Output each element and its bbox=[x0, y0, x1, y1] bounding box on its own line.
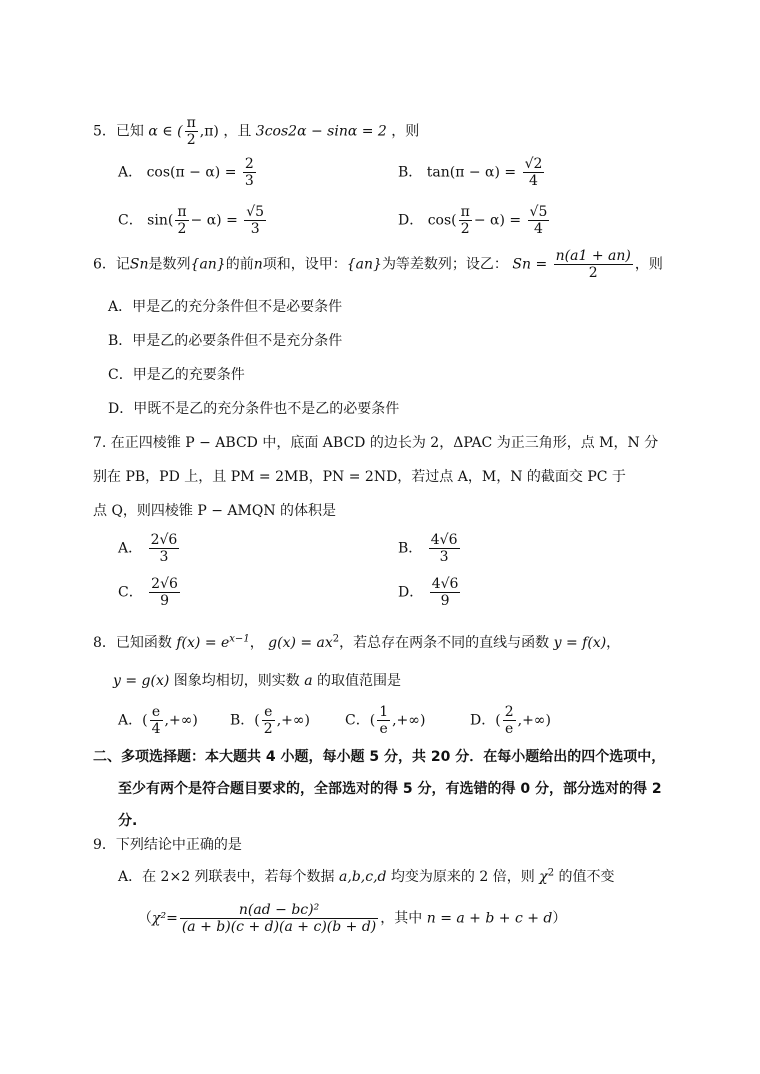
q8-c-fraction: $\frac{1}{e}$ bbox=[379, 704, 389, 738]
q7-line-1: 7. 在正四棱锥 P − ABCD 中，底面 ABCD 的边长为 2，ΔPAC 为正三角形，点 M，N 分 bbox=[93, 435, 659, 451]
q6-sum-fraction: $\frac{n(a1 + an)}{2}$ bbox=[555, 248, 631, 282]
q7-option-d: D． $\frac{4√6}{9}$ bbox=[398, 576, 459, 610]
q5-a-fraction: $\frac{2}{3}$ bbox=[244, 156, 254, 190]
q9-stem: 9．下列结论中正确的是 bbox=[93, 837, 242, 853]
q9-option-a: A．在 2×2 列联表中，若每个数据 a,b,c,d 均变为原来的 2 倍，则 $\chi^2$ 的值不变 bbox=[118, 867, 615, 885]
q7-c-fraction: $\frac{2√6}{9}$ bbox=[151, 576, 178, 610]
section2-line-2: 至少有两个是符合题目要求的，全部选对的得 5 分，有选错的得 0 分，部分选对的得 2 bbox=[118, 781, 662, 797]
q5-alpha-range-pre: α ∈ ( bbox=[148, 123, 183, 140]
section2-line-3: 分. bbox=[118, 813, 138, 829]
q8-b-fraction: $\frac{e}{2}$ bbox=[263, 704, 273, 738]
q5-c-fraction: $\frac{√5}{3}$ bbox=[246, 204, 265, 238]
q9-chi-formula: （χ²= $\frac{\text{n(ad − bc)²}}{(a + b)(c + d)(a + c)(b + d)}$ ，其中 n = a + b + c + d） bbox=[138, 902, 567, 936]
q7-option-c: C． $\frac{2√6}{9}$ bbox=[118, 576, 178, 610]
q5-option-c: C． sin( $\frac{\pi}{2}$ − α) = $\frac{√5}{3}$ bbox=[118, 204, 265, 238]
q5-stem: 5．已知 α ∈ ( $\frac{\pi}{2}$ ,π) ，且 3cos2α − sinα = 2 ，则 bbox=[93, 115, 420, 149]
q8-option-b: B．( $\frac{e}{2}$ ,+∞) bbox=[230, 704, 310, 738]
q7-line-2: 别在 PB，PD 上，且 PM = 2MB，PN = 2ND，若过点 A，M，N 的截面交 PC 于 bbox=[93, 469, 626, 485]
q8-d-fraction: $\frac{2}{e}$ bbox=[504, 704, 514, 738]
q5-range-fraction: $\frac{\pi}{2}$ bbox=[186, 115, 196, 149]
q6-option-b: B．甲是乙的必要条件但不是充分条件 bbox=[108, 333, 343, 349]
q5-option-b: B． tan(π − α) = $\frac{√2}{4}$ bbox=[398, 156, 543, 190]
q6-option-c: C．甲是乙的充要条件 bbox=[108, 367, 245, 383]
q8-option-d: D．( $\frac{2}{e}$ ,+∞) bbox=[470, 704, 551, 738]
q8-line-2: y = g(x) 图象均相切，则实数 a 的取值范围是 bbox=[113, 673, 402, 689]
q5-option-a: A． cos(π − α) = $\frac{2}{3}$ bbox=[118, 156, 254, 190]
q7-option-a: A． $\frac{2√6}{3}$ bbox=[118, 532, 178, 566]
q5-c-inner-fraction: $\frac{\pi}{2}$ bbox=[177, 204, 187, 238]
q5-d-fraction: $\frac{√5}{4}$ bbox=[529, 204, 548, 238]
q5-b-fraction: $\frac{√2}{4}$ bbox=[524, 156, 543, 190]
q6-stem: 6．记Sn是数列{an}的前n项和，设甲：{an}为等差数列；设乙： Sn = $\frac{n(a1 + an)}{2}$ ，则 bbox=[93, 248, 663, 282]
q7-line-3: 点 Q，则四棱锥 P − AMQN 的体积是 bbox=[93, 503, 337, 519]
q5-option-d: D． cos( $\frac{\pi}{2}$ − α) = $\frac{√5}{4}$ bbox=[398, 204, 548, 238]
q6-option-d: D．甲既不是乙的充分条件也不是乙的必要条件 bbox=[108, 401, 400, 417]
q9-chi-fraction: $\frac{\text{n(ad − bc)²}}{(a + b)(c + d)(a + c)(b + d)}$ bbox=[181, 902, 377, 936]
q8-a-fraction: $\frac{e}{4}$ bbox=[151, 704, 161, 738]
section2-line-1: 二、多项选择题：本大题共 4 小题，每小题 5 分，共 20 分．在每小题给出的四个选项中， bbox=[93, 749, 666, 765]
q5-condition: 3cos2α − sinα = 2 bbox=[255, 123, 387, 140]
q7-option-b: B． $\frac{4√6}{3}$ bbox=[398, 532, 458, 566]
q8-option-c: C．( $\frac{1}{e}$ ,+∞) bbox=[345, 704, 426, 738]
q7-d-fraction: $\frac{4√6}{9}$ bbox=[431, 576, 459, 610]
q6-option-a: A．甲是乙的充分条件但不是必要条件 bbox=[108, 299, 343, 315]
q5-d-inner-fraction: $\frac{\pi}{2}$ bbox=[460, 204, 470, 238]
q8-option-a: A．( $\frac{e}{4}$ ,+∞) bbox=[118, 704, 198, 738]
q8-line-1: 8．已知函数 $f(x) = e^{x-1}$， $g(x) = ax^2$，若总存在两条不同的直线与函数 y = f(x)， bbox=[93, 633, 621, 651]
q7-b-fraction: $\frac{4√6}{3}$ bbox=[430, 532, 458, 566]
q7-a-fraction: $\frac{2√6}{3}$ bbox=[150, 532, 178, 566]
